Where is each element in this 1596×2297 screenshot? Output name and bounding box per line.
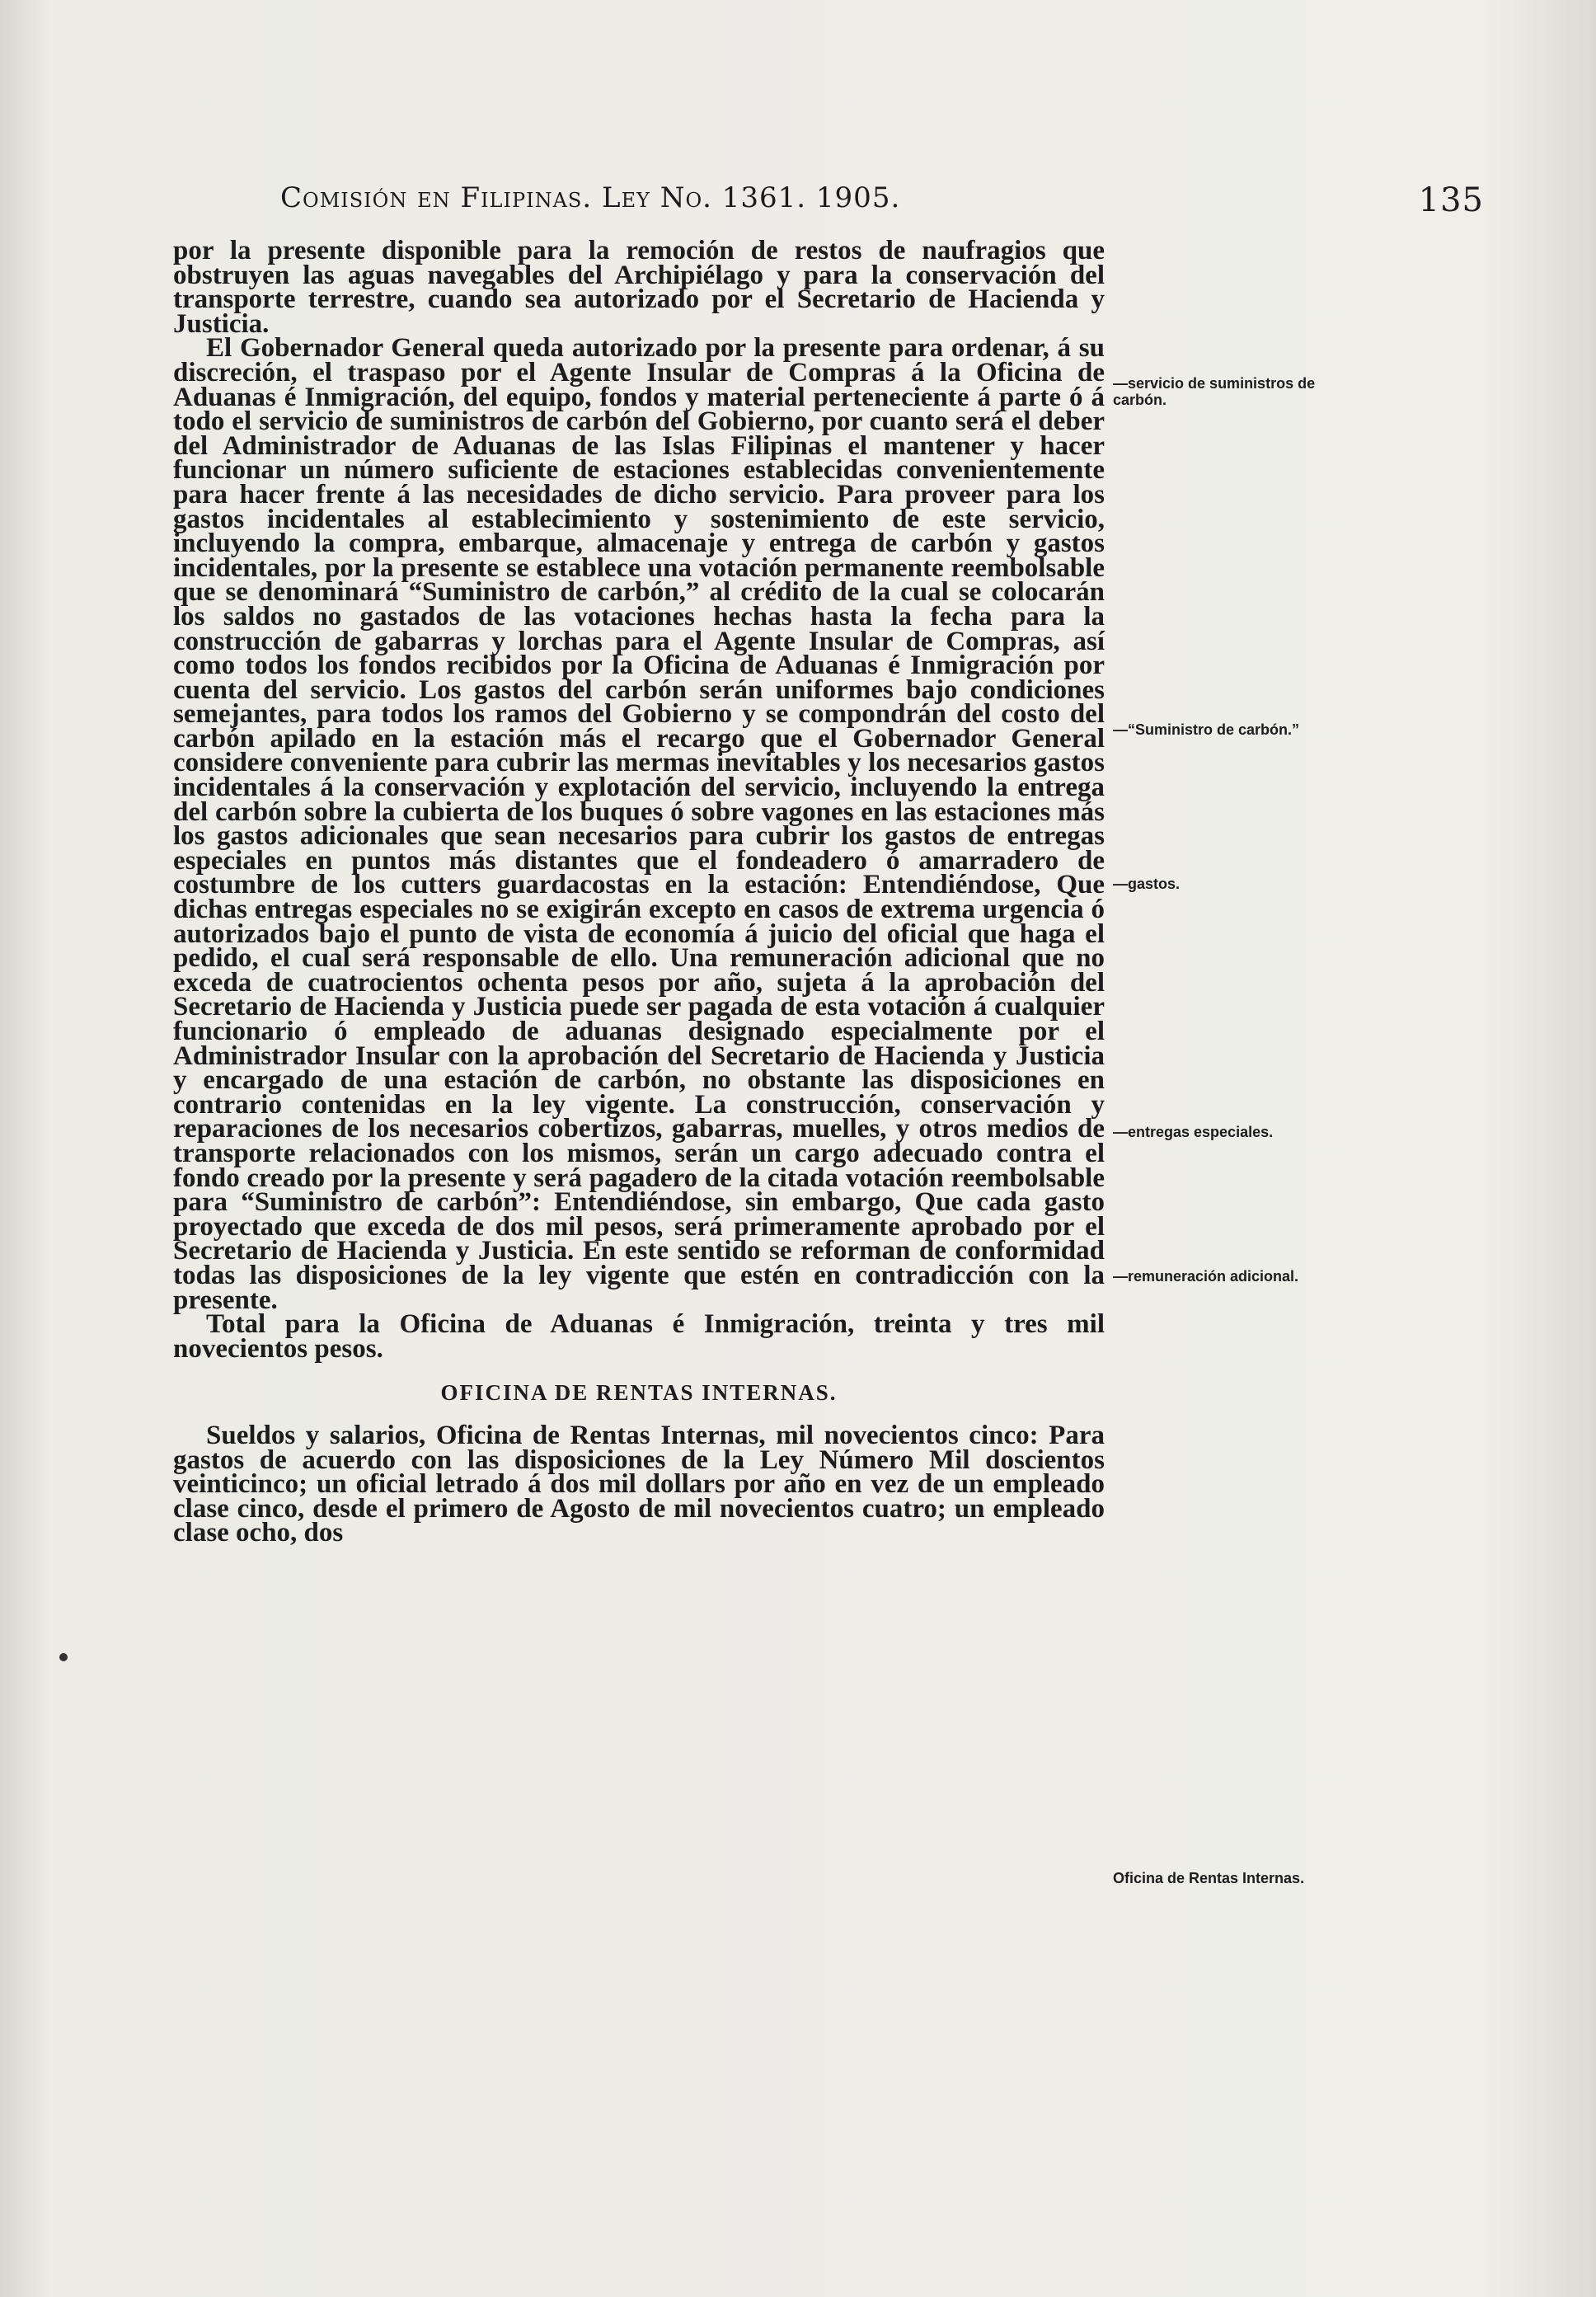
margin-note: —entregas especiales.: [1113, 1124, 1274, 1140]
paragraph-4: Sueldos y salarios, Oficina de Rentas Internas, mil novecientos cinco: Para gastos de acuerdo con las disposiciones de la Ley Número Mil doscientos veinticinco; un oficial letrado á dos mil dollars por año en vez de un empleado clase cinco, desde el primero de Agosto de mil novecientos cuatro; un empleado clase ocho, dos: [173, 1420, 1105, 1548]
margin-note: —servicio de suministros de carbón.: [1113, 375, 1316, 408]
margin-note: —“Suministro de carbón.”: [1113, 721, 1300, 738]
margin-note: Oficina de Rentas Internas.: [1113, 1870, 1305, 1886]
running-title: Comisión en Filipinas. Ley No. 1361. 1905.: [280, 181, 901, 214]
page-number: 135: [1418, 181, 1484, 219]
margin-dot: [59, 1653, 68, 1661]
margin-note: —remuneración adicional.: [1113, 1268, 1299, 1285]
margin-note: —gastos.: [1113, 876, 1181, 892]
paragraph-1: por la presente disponible para la remoción de restos de naufragios que obstruyen las aguas navegables del Archipiélago y para la conservación del transporte terrestre, cuando sea autorizado por el Secretario de Hacienda y Justicia.: [173, 236, 1105, 339]
paragraph-2: El Gobernador General queda autorizado por la presente para ordenar, á su discreción, el traspaso por el Agente Insular de Compras á la Oficina de Aduanas é Inmigración, del equipo, fondos y material perteneciente á parte ó á todo el servicio de suministros de carbón del Gobierno, por cuanto será el deber del Administrador de Aduanas de las Islas Filipinas el mantener y hacer funcionar un número suficiente de estaciones establecidas convenientemente para hacer frente á las necesidades de dicho servicio. Para proveer para los gastos incidentales al establecimiento y sostenimiento de este servicio, incluyendo la compra, embarque, almacenaje y entrega de carbón y gastos incidentales, por la presente se establece una votación permanente reembolsable que se denominará “Suministro de carbón,” al crédito de la cual se colocarán los saldos no gastados de las votaciones hechas hasta la fecha para la construcción de gabarras y lorchas para el Agente Insular de Compras, así como todos los fondos recibidos por la Oficina de Aduanas é Inmigración por cuenta del servicio. Los gastos del carbón serán uniformes bajo condiciones semejantes, para todos los ramos del Gobierno y se compondrán del costo del carbón apilado en la estación más el recargo que el Gobernador General considere conveniente para cubrir las mermas inevitables y los necesarios gastos incidentales á la conservación y explotación del servicio, incluyendo la entrega del carbón sobre la cubierta de los buques ó sobre vagones en las estaciones más los gastos adicionales que sean necesarios para cubrir los gastos de entregas especiales en puntos más distantes que el fondeadero ó amarradero de costumbre de los cutters guardacostas en la estación: Entendiéndose, Que dichas entregas especiales no se exigirán excepto en casos de extrema urgencia ó autorizados bajo el punto de vista de economía á juicio del oficial que haga el pedido, el cual será responsable de ello. Una remuneración adicional que no exceda de cuatrocientos ochenta pesos por año, sujeta á la aprobación del Secretario de Hacienda y Justicia puede ser pagada de esta votación á cualquier funcionario ó empleado de aduanas designado especialmente por el Administrador Insular con la aprobación del Secretario de Hacienda y Justicia y encargado de una estación de carbón, no obstante las disposiciones en contrario contenidas en la ley vigente. La construcción, conservación y reparaciones de los necesarios cobertizos, gabarras, muelles, y otros medios de transporte relacionados con los mismos, serán un cargo adecuado contra el fondo creado por la presente y será pagadero de la citada votación reembolsable para “Suministro de carbón”: Entendiéndose, sin embargo, Que cada gasto proyectado que exceda de dos mil pesos, será primeramente aprobado por el Secretario de Hacienda y Justicia. En este sentido se reforman de conformidad todas las disposiciones de la ley vigente que estén en contradicción con la presente.: [173, 333, 1105, 1315]
section-heading: OFICINA DE RENTAS INTERNAS.: [440, 1380, 838, 1406]
paragraph-3: Total para la Oficina de Aduanas é Inmigración, treinta y tres mil novecientos pesos.: [173, 1309, 1105, 1364]
body-text: [173, 236, 1105, 1548]
page-header: [280, 173, 1484, 223]
